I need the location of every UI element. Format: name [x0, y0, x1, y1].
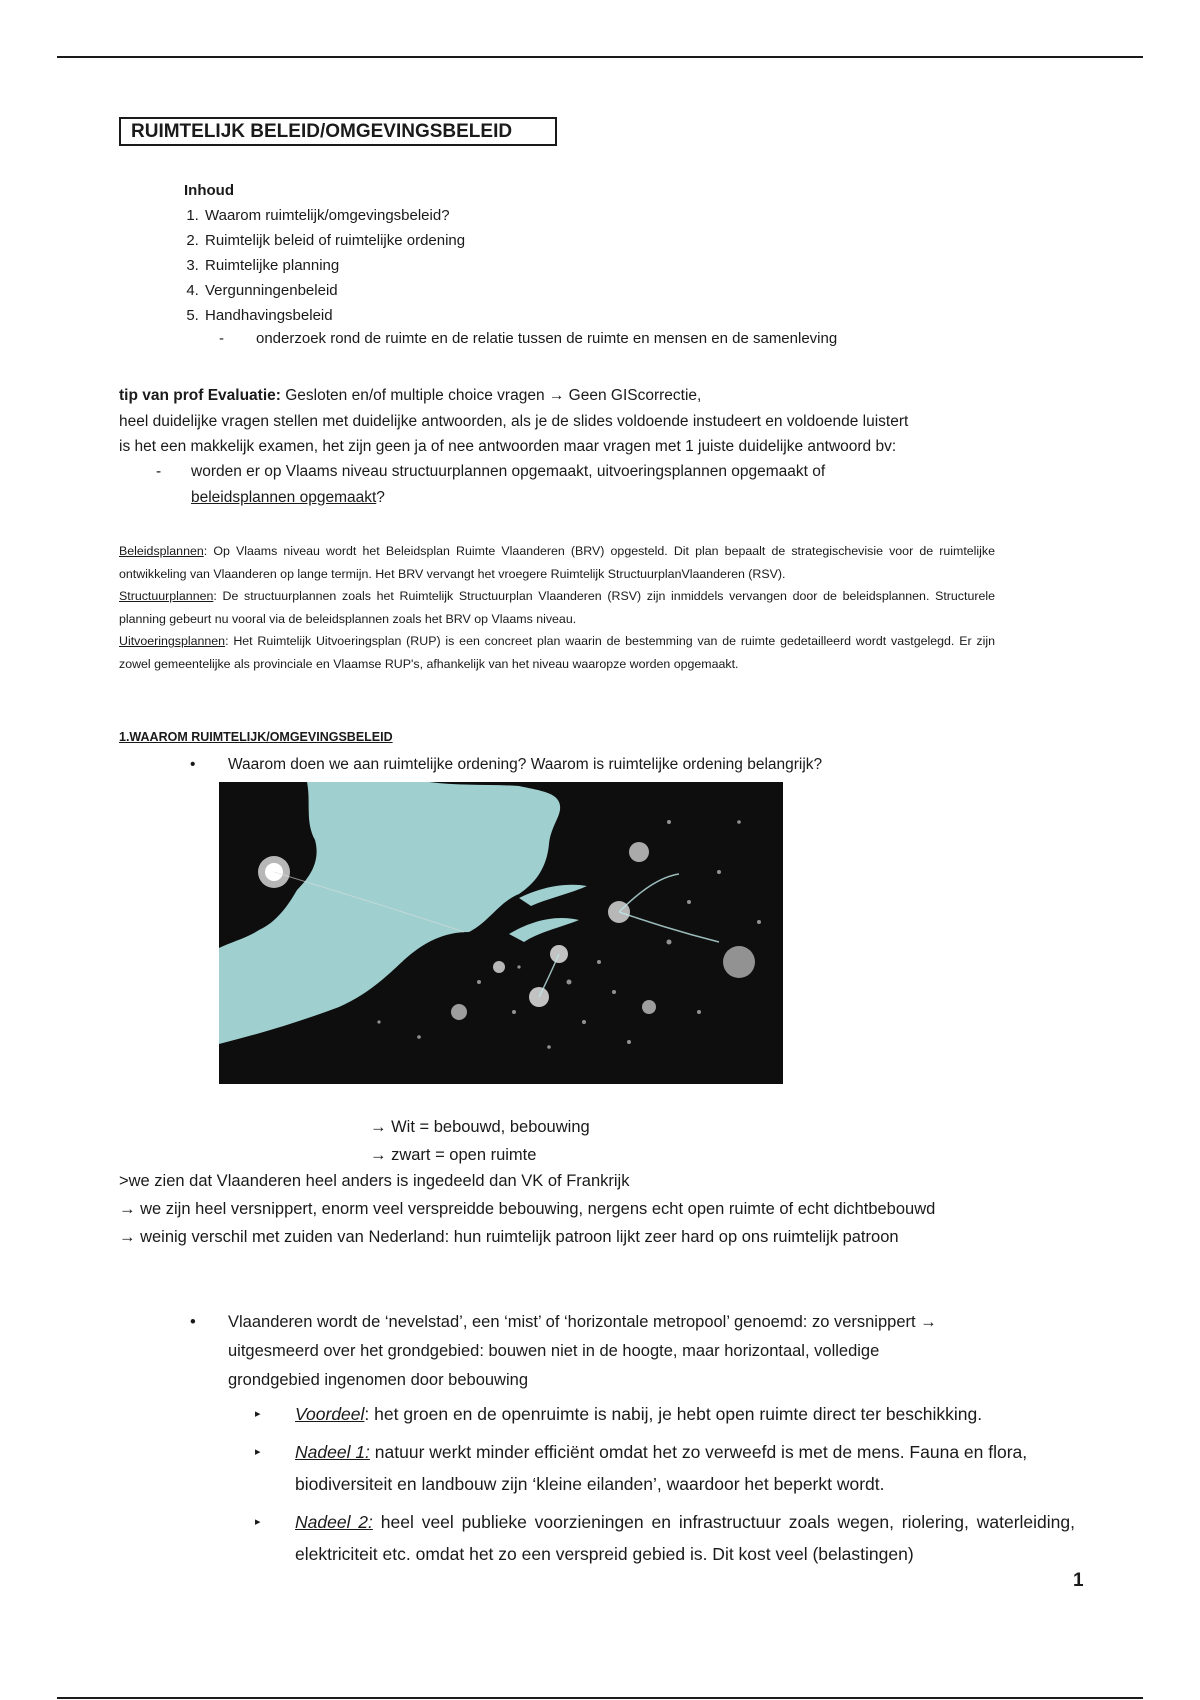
nevelstad-bullet	[190, 1308, 950, 1395]
ghent-lights	[493, 961, 505, 973]
section-heading: 1.WAAROM RUIMTELIJK/OMGEVINGSBELEID	[119, 730, 393, 744]
toc-subitem	[219, 330, 837, 347]
tip-example-text: worden er op Vlaams niveau structuurplannen opgemaakt, uitvoeringsplannen opgemaakt of	[191, 463, 826, 480]
point-label: Voordeel	[295, 1404, 365, 1424]
ruhr-lights	[723, 946, 755, 978]
amsterdam-lights	[629, 842, 649, 862]
toc-item: 4. Vergunningenbeleid	[203, 278, 465, 303]
page-number: 1	[1073, 1570, 1084, 1591]
definition-term: Uitvoeringsplannen	[119, 634, 226, 649]
analysis-paragraph	[119, 1167, 959, 1252]
definition-text: : Op Vlaams niveau wordt het Beleidsplan Ruimte Vlaanderen (BRV) opgesteld. Dit plan bepaalt de strategischevisie voor de ruimtelijke ontwikkeling van Vlaanderen op lange termijn. Het BRV vervangt het vroegere Ruimtelijk StructuurplanVlaanderen (RSV).	[119, 544, 995, 581]
question-bullet	[190, 752, 822, 777]
toc-item: 3. Ruimtelijke planning	[203, 253, 465, 278]
analysis-line: >we zien dat Vlaanderen heel anders is ingedeeld dan VK of Frankrijk	[119, 1172, 630, 1190]
definition-text: : De structuurplannen zoals het Ruimtelijk Structuurplan Vlaanderen (RSV) zijn inmiddels vervangen door de beleidsplannen. Structurele planning gebeurt nu vooral via de beleidsplannen zoals het BRV op Vlaams niveau.	[119, 589, 995, 626]
triangle-bullet-icon: ▸	[255, 1446, 261, 1458]
tip-line: heel duidelijke vragen stellen met duidelijke antwoorden, als je de slides voldoende instudeert en voldoende luistert	[119, 412, 909, 430]
toc-list	[184, 203, 465, 328]
tip-example-bullet	[156, 459, 916, 510]
toc-subitem-text: onderzoek rond de ruimte en de relatie tussen de ruimte en mensen en de samenleving	[256, 330, 838, 347]
definition-term: Structuurplannen	[119, 589, 214, 604]
legend-white: → Wit = bebouwd, bebouwing	[370, 1118, 590, 1136]
lille-lights	[451, 1004, 467, 1020]
question-text: Waarom doen we aan ruimtelijke ordening? Waarom is ruimtelijke ordening belangrijk?	[228, 756, 823, 773]
page-title: RUIMTELIJK BELEID/OMGEVINGSBELEID	[119, 117, 557, 146]
tip-line: is het een makkelijk examen, het zijn geen ja of nee antwoorden maar vragen met 1 juiste duidelijke antwoord bv:	[119, 438, 897, 455]
list-item	[255, 1398, 1075, 1430]
analysis-line: → weinig verschil met zuiden van Nederland: hun ruimtelijk patroon lijkt zeer hard op ons ruimtelijk patroon	[119, 1228, 899, 1247]
tip-paragraph	[119, 383, 1019, 460]
toc-item: 5. Handhavingsbeleid	[203, 303, 465, 328]
tip-example-end: ?	[376, 488, 385, 506]
map-legend	[370, 1113, 590, 1169]
definitions-block	[119, 540, 995, 676]
toc-heading: Inhoud	[184, 182, 234, 199]
bullet-marker: •	[190, 1313, 196, 1331]
point-label: Nadeel 1:	[295, 1442, 370, 1462]
point-text: heel veel publieke voorzieningen en infrastructuur zoals wegen, riolering, waterleiding, elektriciteit etc. omdat het zo een verspreid gebied is. Dit kost veel (belastingen)	[295, 1512, 1075, 1564]
pros-cons-list	[255, 1398, 1075, 1570]
tip-line: Gesloten en/of multiple choice vragen → Geen GIScorrectie,	[280, 387, 702, 404]
list-item	[255, 1506, 1075, 1570]
definition-text: : Het Ruimtelijk Uitvoeringsplan (RUP) is een concreet plan waarin de bestemming van de ruimte gedetailleerd wordt vastgelegd. Er zijn zowel gemeentelijke als provinciale en Vlaamse RUP's, afhankelijk van het niveau waaropze worden opgemaakt.	[119, 634, 995, 671]
point-label: Nadeel 2:	[295, 1512, 373, 1532]
list-item	[255, 1436, 1075, 1500]
tip-example-underlined: beleidsplannen opgemaakt	[191, 488, 377, 506]
point-text: natuur werkt minder efficiënt omdat het zo verweefd is met de mens. Fauna en flora, biodiversiteit en landbouw zijn ‘kleine eilanden’, waardoor het beperkt wordt.	[295, 1442, 1028, 1494]
toc-item: 1. Waarom ruimtelijk/omgevingsbeleid?	[203, 203, 465, 228]
definition-term: Beleidsplannen	[119, 544, 204, 558]
triangle-bullet-icon: ▸	[255, 1408, 261, 1420]
bullet-marker: •	[190, 756, 196, 773]
analysis-line: → we zijn heel versnippert, enorm veel verspreidde bebouwing, nergens echt open ruimte of echt dichtbebouwd	[119, 1200, 936, 1219]
dash-marker: -	[156, 463, 162, 480]
definition	[119, 540, 995, 585]
bottom-rule	[57, 1697, 1143, 1699]
triangle-bullet-icon: ▸	[255, 1516, 261, 1528]
toc-item: 2. Ruimtelijk beleid of ruimtelijke ordening	[203, 228, 465, 253]
legend-black: → zwart = open ruimte	[370, 1146, 537, 1164]
nevelstad-text: Vlaanderen wordt de ‘nevelstad’, een ‘mist’ of ‘horizontale metropool’ genoemd: zo versnippert → uitgesmeerd over het grondgebied: bouwen niet in de hoogte, maar horizontaal, volledige grondgebied ingenomen door bebouwing	[228, 1313, 937, 1389]
definition	[119, 585, 995, 630]
point-text: : het groen en de openruimte is nabij, je hebt open ruimte direct ter beschikking.	[364, 1404, 983, 1424]
tip-label: tip van prof Evaluatie:	[119, 387, 281, 404]
night-light-map-image	[219, 782, 783, 1084]
liege-lights	[642, 1000, 656, 1014]
table-of-contents	[184, 178, 465, 328]
dash-marker: -	[219, 330, 224, 347]
definition	[119, 630, 995, 675]
